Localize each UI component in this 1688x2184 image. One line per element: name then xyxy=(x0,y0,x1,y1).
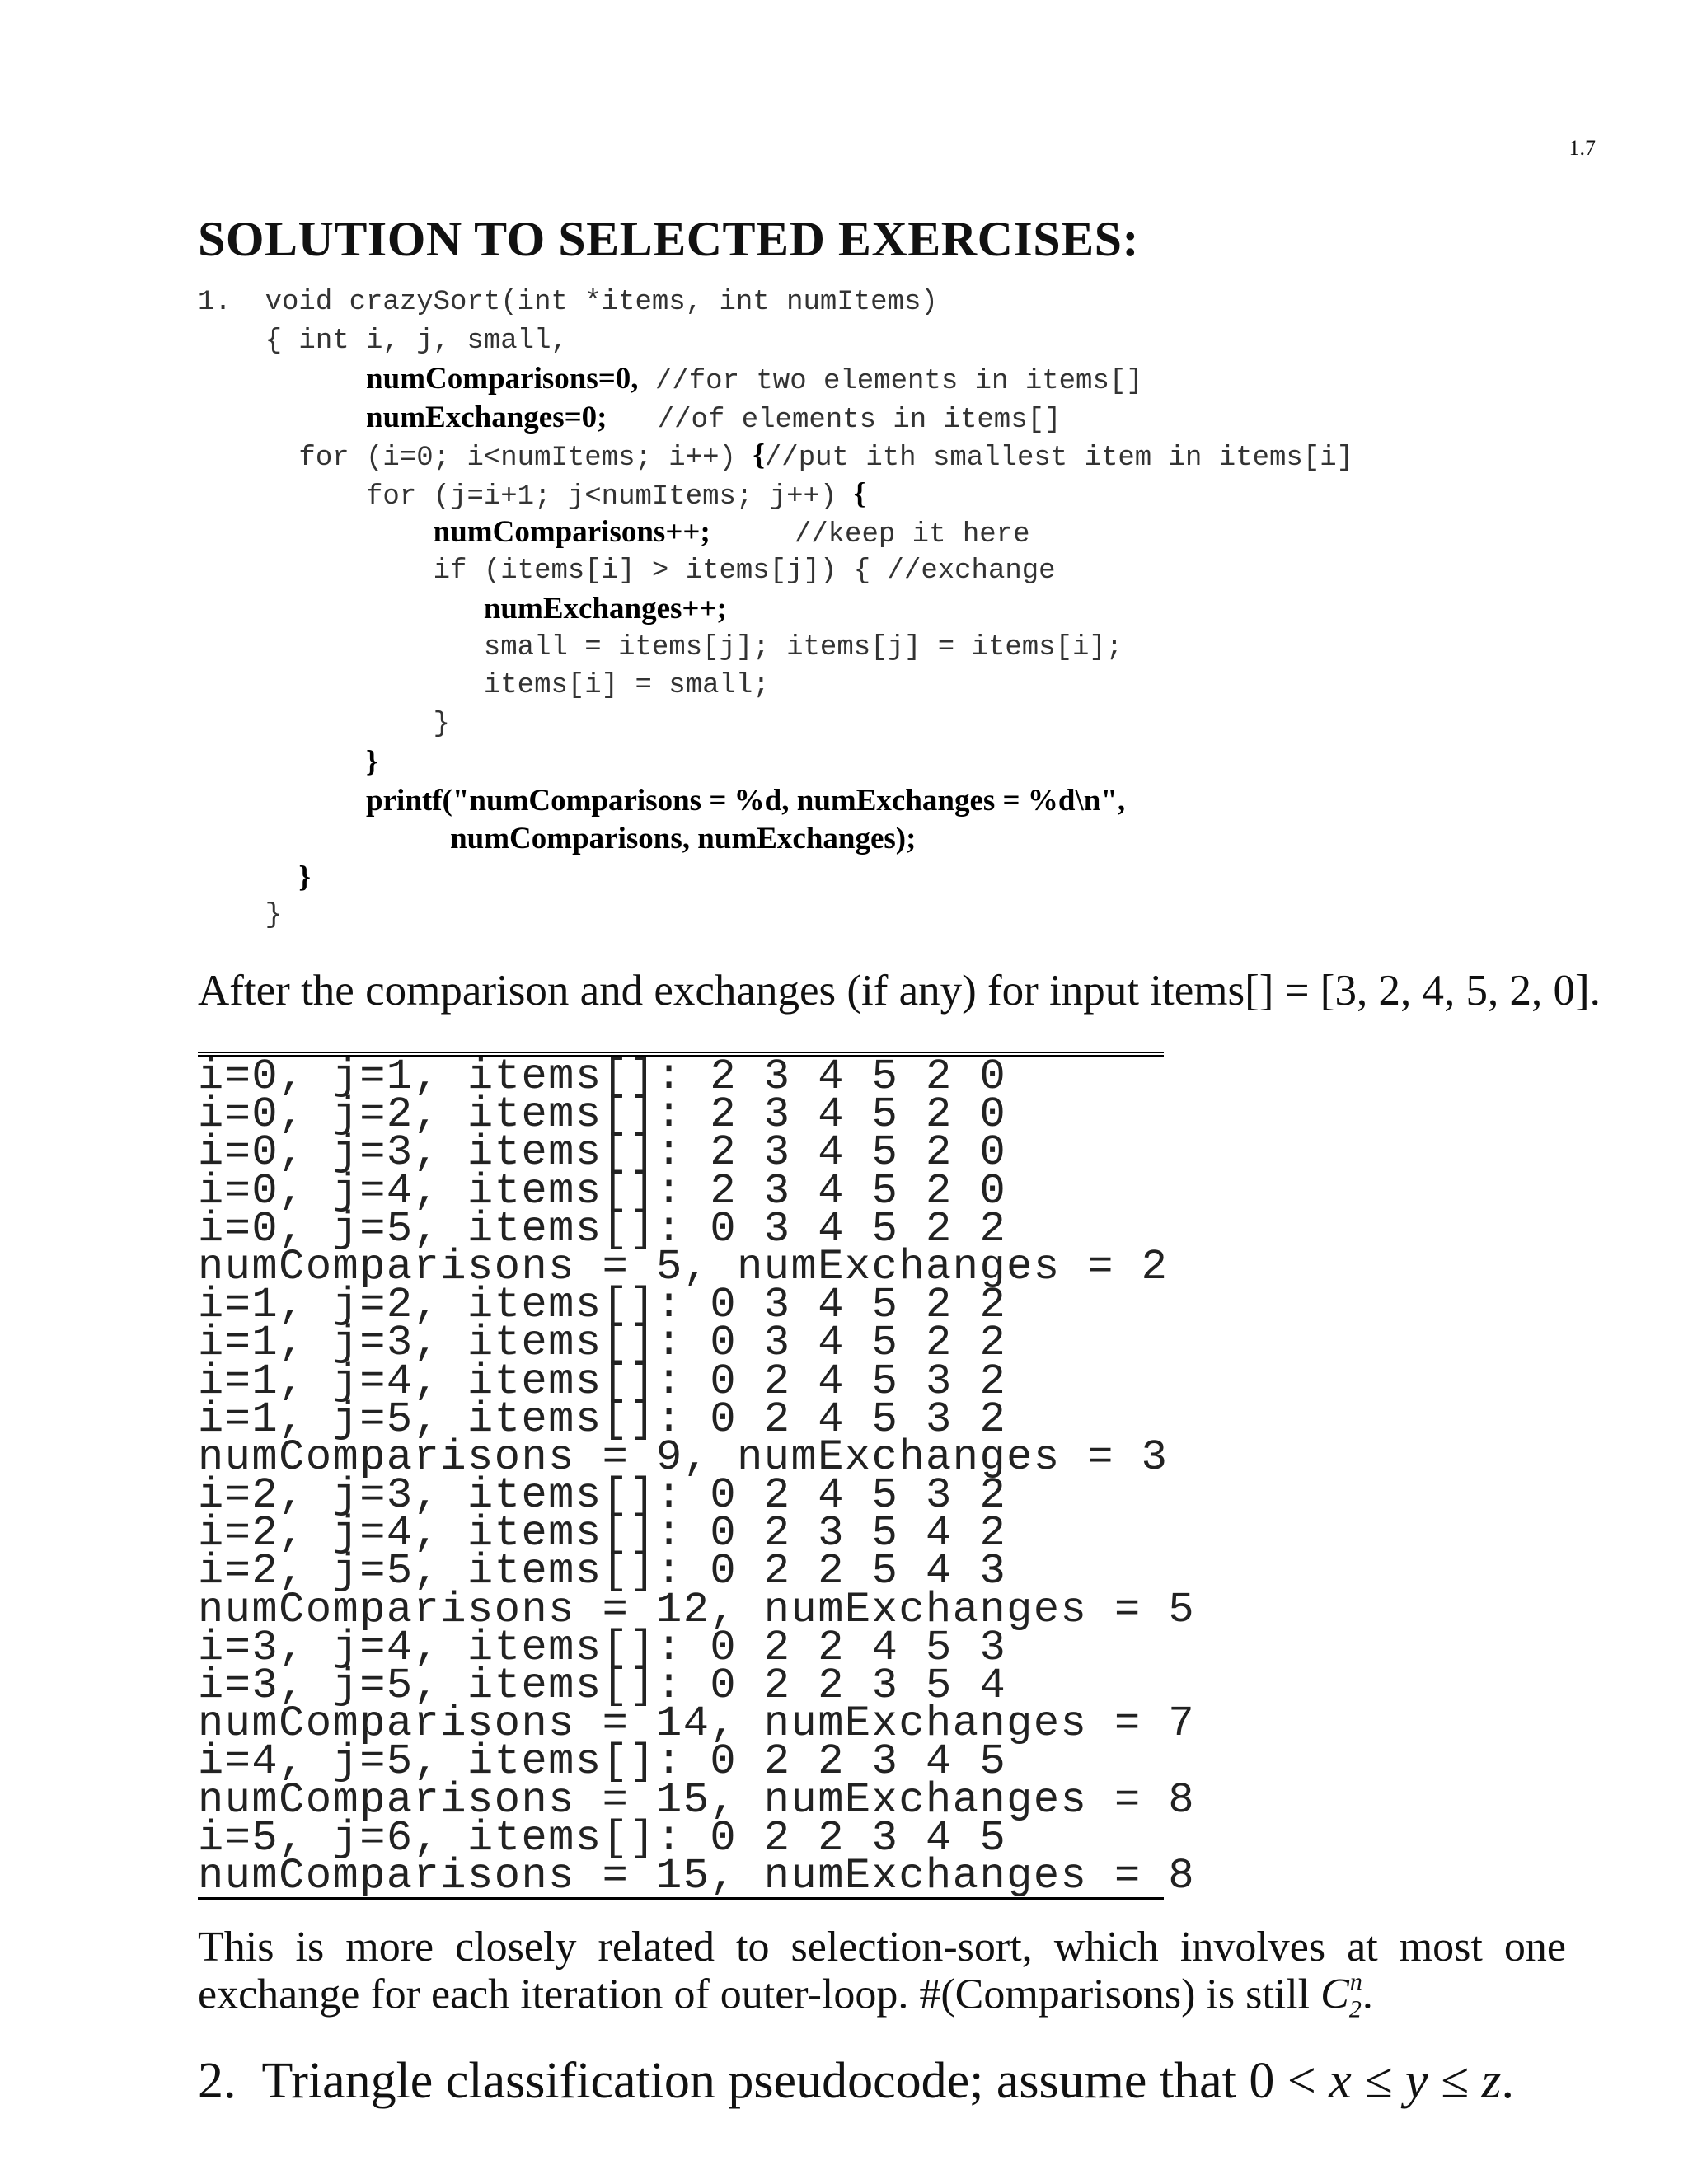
page-number: 1.7 xyxy=(1568,136,1596,160)
code-segment: //put ith smallest item in items[i] xyxy=(764,443,1354,474)
trace-line: numComparisons = 15, numExchanges = 8 xyxy=(198,1775,1196,1825)
trace-line: numComparisons = 5, numExchanges = 2 xyxy=(198,1242,1169,1291)
code-segment xyxy=(198,749,366,780)
code-segment: } xyxy=(198,900,283,931)
trace-line: i=0, j=3, items[]: 2 3 4 5 2 0 xyxy=(198,1128,1007,1178)
code-bold-segment: } xyxy=(298,860,312,894)
code-line xyxy=(198,437,1599,476)
code-line xyxy=(198,552,1599,591)
code-line xyxy=(198,743,1599,782)
trace-line: i=0, j=1, items[]: 2 3 4 5 2 0 xyxy=(198,1052,1007,1101)
trace-line: numComparisons = 15, numExchanges = 8 xyxy=(198,1851,1196,1900)
code-segment xyxy=(198,826,450,857)
code-line xyxy=(198,513,1599,552)
code-segment xyxy=(198,596,484,627)
trace-line: i=0, j=4, items[]: 2 3 4 5 2 0 xyxy=(198,1166,1007,1216)
trace-line: numComparisons = 9, numExchanges = 3 xyxy=(198,1432,1169,1482)
note-end: . xyxy=(1362,1971,1373,2018)
combination-formula xyxy=(1320,1968,1362,2023)
code-bold-segment: { xyxy=(753,438,765,472)
code-line xyxy=(198,782,1599,821)
code-bold-segment: } xyxy=(366,745,378,779)
code-segment: items[i] = small; xyxy=(198,670,770,701)
code-segment: if (items[i] > items[j]) { //exchange xyxy=(198,555,1056,587)
trace-line: i=4, j=5, items[]: 0 2 2 3 4 5 xyxy=(198,1737,1007,1787)
formula-base: C xyxy=(1320,1971,1349,2018)
code-line xyxy=(198,476,1599,514)
inequality-math: x ≤ y ≤ z xyxy=(1329,2053,1502,2109)
exercise-2-heading xyxy=(198,2052,1599,2111)
trace-line: i=0, j=2, items[]: 2 3 4 5 2 0 xyxy=(198,1090,1007,1140)
trace-line: i=2, j=5, items[]: 0 2 2 5 4 3 xyxy=(198,1547,1007,1596)
exercise-text: Triangle classification pseudocode; assume that 0 < xyxy=(261,2053,1329,2109)
code-line xyxy=(198,284,1599,322)
trace-intro-text: After the comparison and exchanges (if any) for input items[] = [3, 2, 4, 5, 2, 0]. xyxy=(198,967,1601,1015)
code-bold-segment: { xyxy=(853,476,866,511)
code-line xyxy=(198,322,1599,361)
exercise-number: 2. xyxy=(198,2053,237,2109)
trace-line: i=1, j=2, items[]: 0 3 4 5 2 2 xyxy=(198,1281,1007,1330)
code-bold-segment: printf("numComparisons = %d, numExchanges = %d\n", xyxy=(366,783,1126,818)
code-segment xyxy=(198,405,366,436)
code-segment: for (j=i+1; j<numItems; j++) xyxy=(198,480,854,513)
code-bold-segment: numComparisons++; xyxy=(433,515,710,549)
code-segment xyxy=(198,865,298,896)
trace-output-box xyxy=(198,1052,1196,1900)
code-bold-segment: numComparisons=0, xyxy=(366,362,639,396)
code-segment xyxy=(198,788,366,819)
code-segment: for (i=0; i<numItems; i++) xyxy=(198,443,753,474)
formula-superscript: n xyxy=(1349,1968,1362,1995)
code-segment xyxy=(198,519,434,551)
code-segment: //keep it here xyxy=(710,519,1030,551)
note-text: This is more closely related to selection-sort, which involves at most one exchange for each iteration of outer-loop. #(Comparisons) is still xyxy=(198,1924,1566,2018)
trace-line: i=1, j=5, items[]: 0 2 4 5 3 2 xyxy=(198,1394,1007,1444)
trace-line: i=0, j=5, items[]: 0 3 4 5 2 2 xyxy=(198,1204,1007,1254)
code-bold-segment: numExchanges=0; xyxy=(366,400,607,434)
formula-subscript: 2 xyxy=(1348,1995,1362,2023)
code-line xyxy=(198,629,1599,668)
exercise-end: . xyxy=(1501,2053,1515,2109)
code-segment: } xyxy=(198,708,451,740)
code-segment: //of elements in items[] xyxy=(607,404,1062,436)
trace-line: i=3, j=5, items[]: 0 2 2 3 5 4 xyxy=(198,1661,1007,1710)
note-paragraph xyxy=(198,1924,1566,2029)
code-line xyxy=(198,399,1599,438)
code-segment: { int i, j, small, xyxy=(198,325,568,357)
code-line xyxy=(198,590,1599,629)
code-segment xyxy=(198,366,366,397)
trace-line: i=2, j=4, items[]: 0 2 3 5 4 2 xyxy=(198,1509,1007,1558)
code-line xyxy=(198,360,1599,399)
code-line xyxy=(198,859,1599,898)
trace-line: i=2, j=3, items[]: 0 2 4 5 3 2 xyxy=(198,1471,1007,1521)
code-line xyxy=(198,667,1599,705)
code-line xyxy=(198,820,1599,859)
code-segment: 1. void crazySort(int *items, int numItems) xyxy=(198,287,938,318)
code-line xyxy=(198,705,1599,744)
trace-line: i=5, j=6, items[]: 0 2 2 3 4 5 xyxy=(198,1813,1007,1863)
trace-line: i=3, j=4, items[]: 0 2 2 4 5 3 xyxy=(198,1623,1007,1672)
trace-line: numComparisons = 12, numExchanges = 5 xyxy=(198,1585,1196,1634)
code-segment: //for two elements in items[] xyxy=(638,366,1143,397)
code-line xyxy=(198,897,1599,935)
section-heading: SOLUTION TO SELECTED EXERCISES: xyxy=(198,212,1140,266)
trace-line: i=1, j=4, items[]: 0 2 4 5 3 2 xyxy=(198,1357,1007,1406)
trace-line: numComparisons = 14, numExchanges = 7 xyxy=(198,1699,1196,1749)
code-listing xyxy=(198,284,1599,935)
code-segment: small = items[j]; items[j] = items[i]; xyxy=(198,631,1123,663)
code-bold-segment: numExchanges++; xyxy=(483,592,727,626)
code-bold-segment: numComparisons, numExchanges); xyxy=(450,822,917,855)
trace-line: i=1, j=3, items[]: 0 3 4 5 2 2 xyxy=(198,1319,1007,1368)
